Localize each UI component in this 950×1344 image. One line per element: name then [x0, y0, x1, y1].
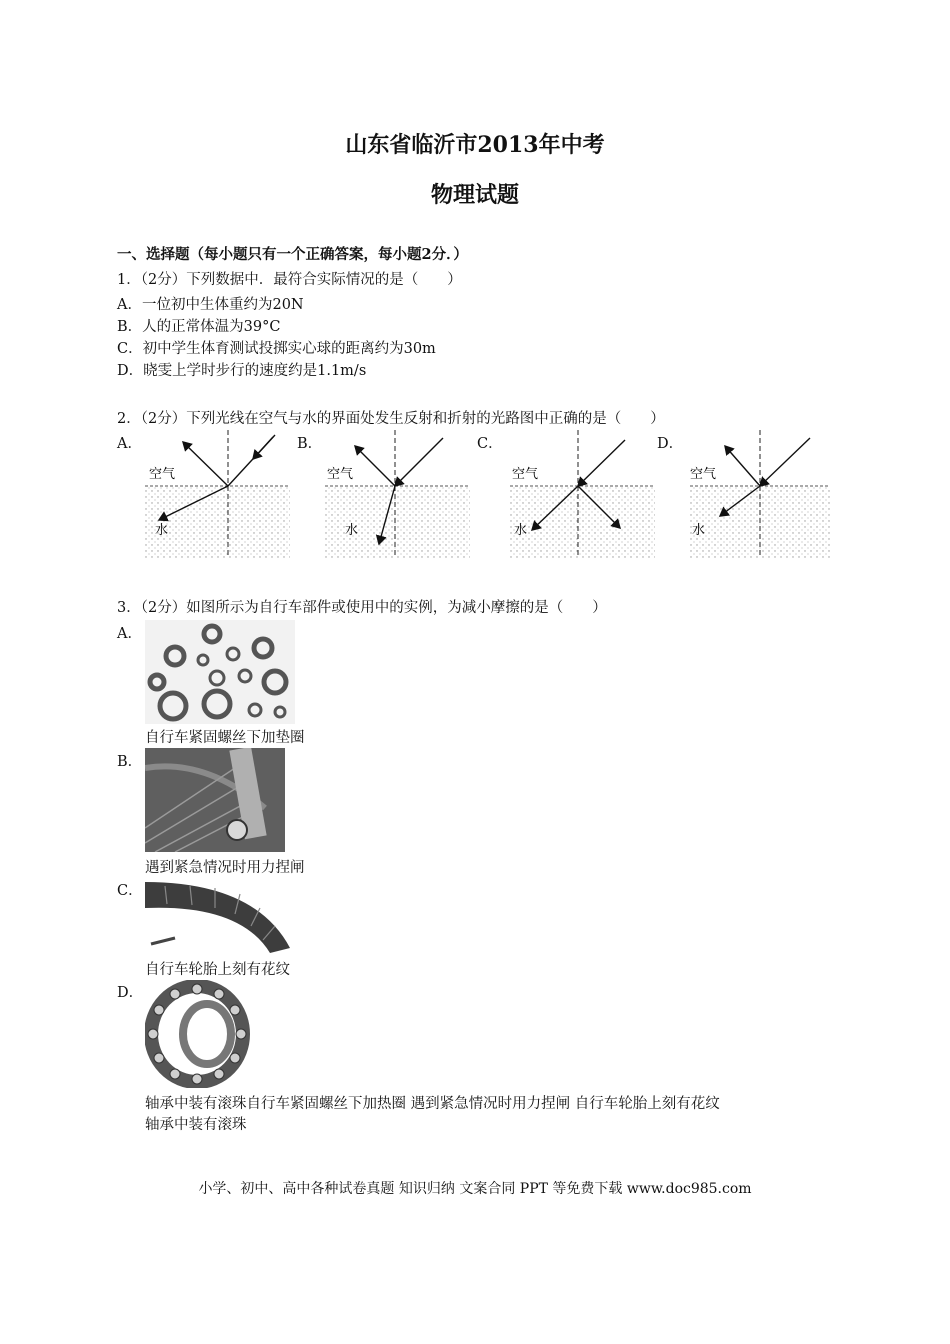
question-1-stem: 1．（2分）下列数据中．最符合实际情况的是（ ） [117, 272, 462, 288]
air-label: 空气 [327, 467, 354, 482]
question-3-caption-a: 自行车紧固螺丝下加垫圈 [145, 730, 305, 746]
question-3-caption-c: 自行车轮胎上刻有花纹 [145, 962, 290, 978]
air-label: 空气 [512, 467, 539, 482]
page-title: 山东省临沂市2013年中考 [345, 132, 605, 158]
question-3-stem: 3．（2分）如图所示为自行车部件或使用中的实例，为减小摩擦的是（ ） [117, 600, 607, 616]
water-region [145, 486, 290, 558]
washers-photo [145, 620, 295, 724]
page-subtitle: 物理试题 [430, 182, 519, 208]
bearing-photo [145, 980, 255, 1088]
question-1-option-a: A．一位初中生体重约为20N [117, 297, 304, 313]
light-diagram-a [145, 430, 295, 560]
question-2-letter-a: A． [117, 436, 142, 452]
water-label: 水 [514, 523, 528, 538]
water-region [325, 486, 470, 558]
question-2-letter-d: D． [657, 436, 684, 452]
air-label: 空气 [690, 467, 717, 482]
light-diagram-d [690, 430, 840, 560]
question-1-option-d: D．晓雯上学时步行的速度约是1.1m/s [117, 363, 367, 379]
footer-text: 小学、初中、高中各种试卷真题 知识归纳 文案合同 PPT 等免费下载 www.doc985.com [198, 1181, 752, 1197]
water-label: 水 [345, 523, 359, 538]
light-diagram-c [510, 430, 660, 560]
tire-photo [145, 878, 295, 956]
brake-photo [145, 748, 285, 852]
question-1-option-b: B．人的正常体温为39°C [117, 319, 281, 335]
question-3-letter-d: D． [117, 985, 144, 1001]
question-3-caption-d-line2: 轴承中装有滚珠 [145, 1117, 247, 1133]
question-2-stem: 2．（2分）下列光线在空气与水的界面处发生反射和折射的光路图中正确的是（ ） [117, 411, 665, 427]
question-3-caption-d-line1: 轴承中装有滚珠自行车紧固螺丝下加热圈 遇到紧急情况时用力捏闸 自行车轮胎上刻有花纹 [145, 1096, 720, 1112]
water-label: 水 [692, 523, 706, 538]
question-3-letter-c: C． [117, 883, 143, 899]
question-3-letter-b: B． [117, 754, 143, 770]
water-label: 水 [155, 523, 169, 538]
air-label: 空气 [149, 467, 176, 482]
section-heading: 一、选择题（每小题只有一个正确答案，每小题2分．） [117, 246, 468, 263]
question-3-letter-a: A． [117, 626, 142, 642]
question-1-option-c: C．初中学生体育测试投掷实心球的距离约为30m [117, 341, 436, 357]
light-diagram-b [325, 430, 475, 560]
water-region [510, 486, 655, 558]
question-2-letter-b: B． [297, 436, 323, 452]
question-2-letter-c: C． [477, 436, 503, 452]
question-3-caption-b: 遇到紧急情况时用力捏闸 [145, 860, 305, 876]
